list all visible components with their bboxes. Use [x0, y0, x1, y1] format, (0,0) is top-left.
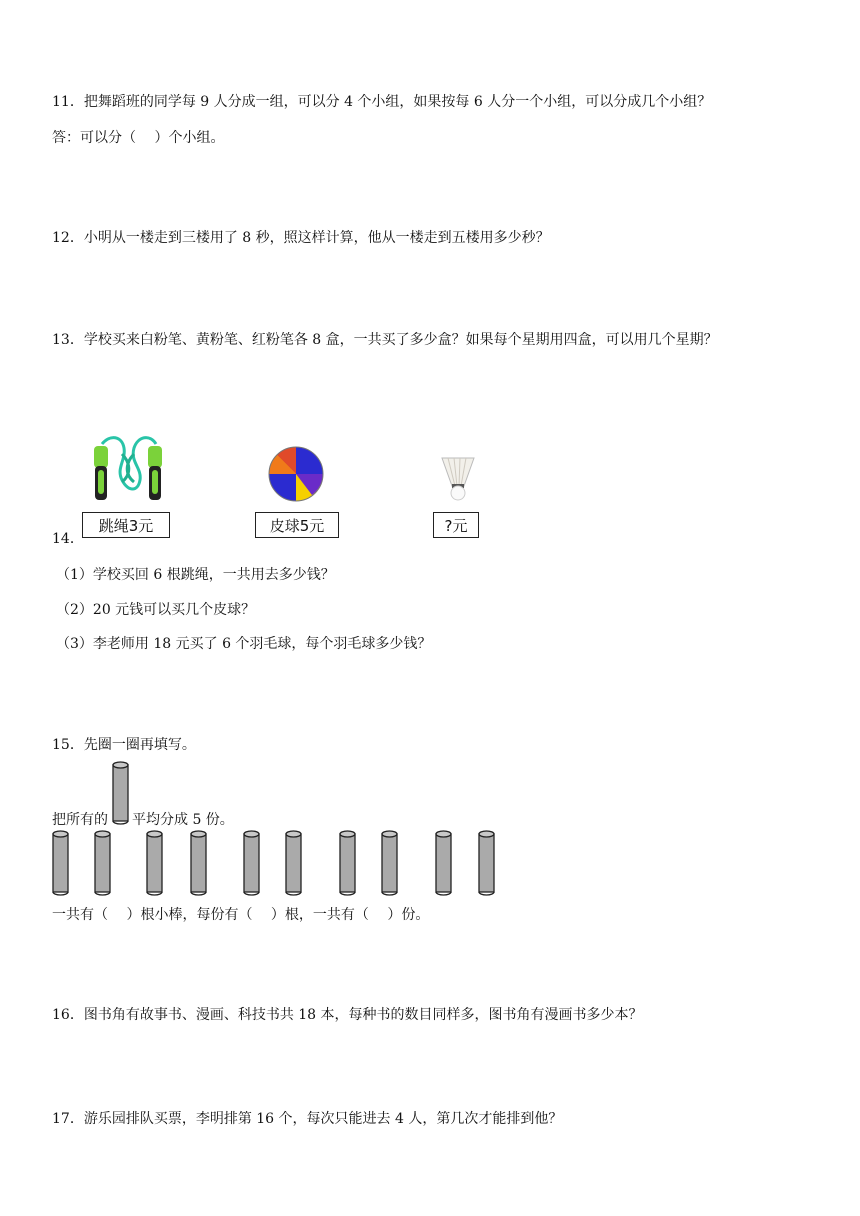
question-14-part-3: （3）李老师用 18 元买了 6 个羽毛球，每个羽毛球多少钱？ [56, 636, 432, 652]
question-14-part-2: （2）20 元钱可以买几个皮球？ [56, 602, 256, 618]
question-14-part-1: （1）学校买回 6 根跳绳，一共用去多少钱？ [56, 567, 335, 583]
jump-rope-image [88, 434, 168, 504]
stick-icon [381, 830, 399, 900]
question-11: 11．把舞蹈班的同学每 9 人分成一组，可以分 4 个小组，如果按每 6 人分一个小组，可以分成几个小组？ [52, 94, 712, 110]
stick-icon [285, 830, 303, 900]
question-12: 12．小明从一楼走到三楼用了 8 秒，照这样计算，他从一楼走到五楼用多少秒？ [52, 230, 550, 246]
price-label-shuttlecock: ?元 [433, 512, 479, 538]
question-15-instruction-after: 平均分成 5 份。 [132, 812, 234, 828]
question-17: 17．游乐园排队买票，李明排第 16 个，每次只能进去 4 人，第几次才能排到他？ [52, 1111, 563, 1127]
question-15-title: 15．先圈一圈再填写。 [52, 737, 196, 753]
stick-icon [146, 830, 164, 900]
question-15-instruction-before: 把所有的 [52, 812, 108, 828]
shuttlecock-image [438, 454, 478, 502]
price-label-jump-rope: 跳绳3元 [82, 512, 170, 538]
question-15-fill: 一共有（ ）根小棒，每份有（ ）根，一共有（ ）份。 [52, 907, 430, 923]
jump-rope-icon [88, 434, 168, 504]
question-16: 16．图书角有故事书、漫画、科技书共 18 本，每种书的数目同样多，图书角有漫画书多少本？ [52, 1007, 643, 1023]
stick-icon [52, 830, 70, 900]
price-label-ball: 皮球5元 [255, 512, 339, 538]
stick-icon [435, 830, 453, 900]
stick-icon [243, 830, 261, 900]
ball-icon [267, 445, 325, 503]
stick-example-icon [112, 761, 130, 829]
question-13: 13．学校买来白粉笔、黄粉笔、红粉笔各 8 盒，一共买了多少盒？如果每个星期用四盒，可以用几个星期？ [52, 332, 718, 348]
stick-icon [339, 830, 357, 900]
question-14-number: 14． [52, 531, 84, 547]
stick-icon [190, 830, 208, 900]
stick-icon [94, 830, 112, 900]
answer-11: 答：可以分（ ）个小组。 [52, 130, 225, 146]
shuttlecock-icon [438, 454, 478, 502]
stick-icon [478, 830, 496, 900]
ball-image [267, 445, 325, 503]
